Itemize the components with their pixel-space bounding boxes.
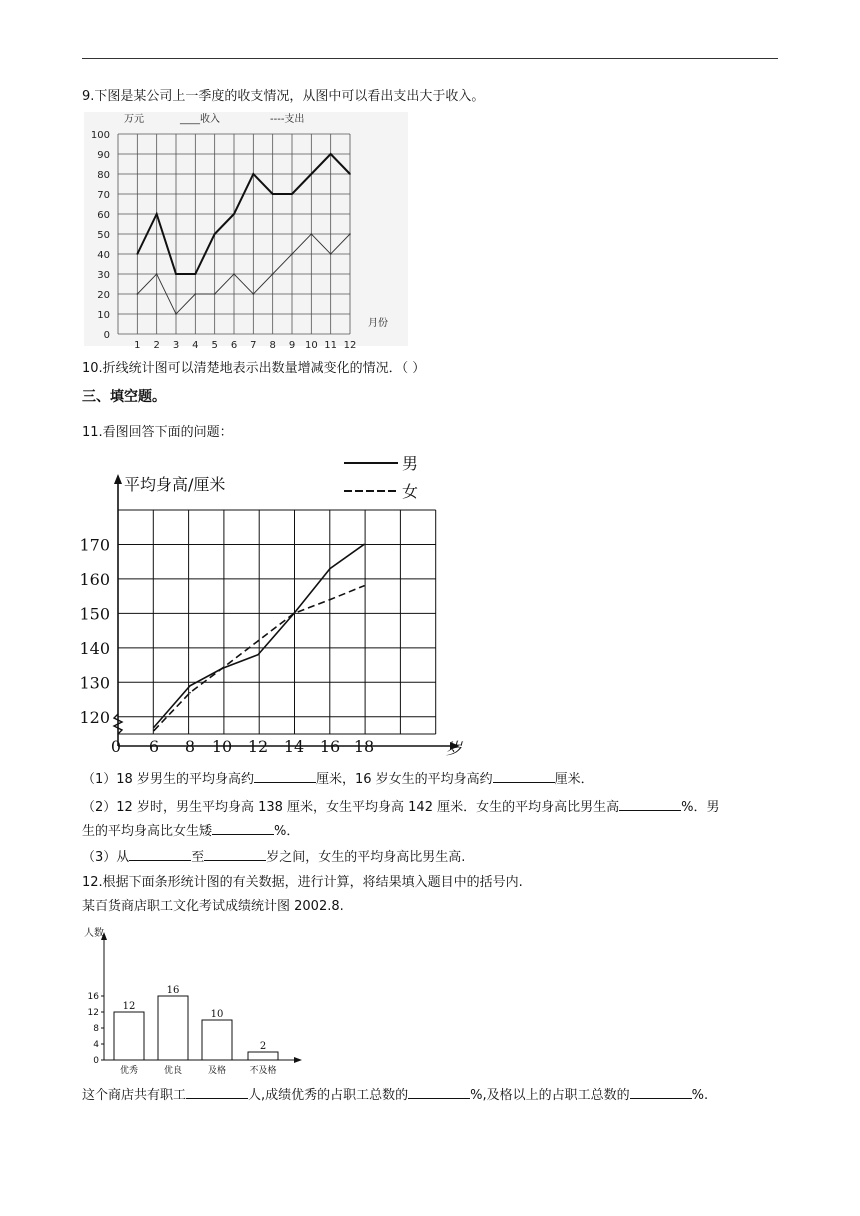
y-tick-label: 130 bbox=[79, 673, 110, 693]
q11-sub2-d: %． bbox=[274, 824, 300, 839]
x-category-label: 及格 bbox=[207, 1066, 227, 1076]
y-tick-label: 50 bbox=[97, 230, 110, 241]
data-point bbox=[253, 293, 255, 295]
y-axis-arrow bbox=[114, 474, 122, 484]
x-category-label: 优秀 bbox=[119, 1066, 139, 1076]
q11-sub2-cont bbox=[82, 822, 299, 841]
data-point bbox=[195, 293, 197, 295]
y-tick-label: 0 bbox=[103, 330, 110, 341]
data-point bbox=[311, 173, 313, 175]
answer-blank[interactable] bbox=[493, 770, 555, 783]
x-axis-arrow bbox=[294, 1057, 302, 1063]
data-point bbox=[329, 599, 331, 601]
data-point bbox=[329, 568, 331, 570]
y-tick-label: 20 bbox=[97, 290, 110, 301]
data-point bbox=[257, 640, 259, 642]
x-tick-label: 1 bbox=[134, 340, 141, 351]
answer-blank[interactable] bbox=[619, 798, 681, 811]
x-tick-label: 5 bbox=[211, 340, 218, 351]
x-tick-label: 8 bbox=[184, 737, 196, 756]
chart-background bbox=[84, 112, 408, 346]
data-point bbox=[156, 213, 158, 215]
data-point bbox=[214, 233, 216, 235]
data-point bbox=[363, 585, 365, 587]
q11-text: 11.看图回答下面的问题： bbox=[82, 425, 233, 440]
x-origin-label: 0 bbox=[110, 737, 122, 756]
answer-blank[interactable] bbox=[408, 1086, 470, 1099]
x-tick-label: 6 bbox=[148, 737, 160, 756]
q12-answer-d: %. bbox=[691, 1088, 709, 1103]
data-point bbox=[253, 173, 255, 175]
data-point bbox=[349, 173, 351, 175]
data-point bbox=[349, 233, 351, 235]
score-bar-chart bbox=[82, 922, 312, 1080]
data-point bbox=[272, 193, 274, 195]
data-point bbox=[214, 293, 216, 295]
bar-value-label: 16 bbox=[166, 985, 180, 996]
x-tick-label: 6 bbox=[230, 340, 238, 351]
bar-value-label: 2 bbox=[259, 1041, 267, 1052]
y-tick-label: 60 bbox=[97, 210, 110, 221]
q11-sub1-c: 厘米． bbox=[554, 772, 594, 787]
x-tick-label: 10 bbox=[211, 737, 233, 756]
y-tick-label: 120 bbox=[79, 707, 110, 727]
x-tick-label: 12 bbox=[247, 737, 269, 756]
data-point bbox=[330, 153, 332, 155]
data-point bbox=[272, 273, 274, 275]
bar-value-label: 12 bbox=[122, 1001, 136, 1012]
q11-sub3-a: （3）从 bbox=[82, 850, 130, 865]
y-tick-label: 170 bbox=[79, 535, 110, 555]
data-point bbox=[291, 253, 293, 255]
legend-income: ____收入 bbox=[180, 114, 220, 125]
x-tick-label: 3 bbox=[172, 340, 180, 351]
y-tick-label: 10 bbox=[97, 310, 110, 321]
y-tick-label: 150 bbox=[79, 604, 110, 624]
data-point bbox=[137, 293, 139, 295]
answer-blank[interactable] bbox=[129, 848, 191, 861]
x-tick-label: 7 bbox=[250, 340, 257, 351]
q12-text: 12.根据下面条形统计图的有关数据，进行计算，将结果填入题目中的括号内. bbox=[82, 875, 523, 890]
x-tick-label: 4 bbox=[192, 340, 199, 351]
q11-sub2 bbox=[82, 798, 719, 817]
q11-sub3 bbox=[82, 848, 465, 867]
y-tick-label: 40 bbox=[97, 250, 110, 261]
bar bbox=[158, 996, 188, 1060]
data-point bbox=[137, 253, 139, 255]
data-point bbox=[291, 193, 293, 195]
x-category-label: 不及格 bbox=[249, 1066, 277, 1076]
income-expense-chart bbox=[84, 112, 414, 352]
q11-sub1 bbox=[82, 770, 594, 789]
y-tick-label: 0 bbox=[93, 1056, 99, 1066]
bar-value-label: 10 bbox=[210, 1009, 224, 1020]
q12-chart-title: 某百货商店职工文化考试成绩统计图 2002.8. bbox=[82, 899, 344, 914]
data-point bbox=[189, 685, 191, 687]
x-tick-label: 8 bbox=[269, 340, 276, 351]
y-tick-label: 4 bbox=[93, 1040, 99, 1050]
x-tick-label: 10 bbox=[304, 340, 318, 351]
data-point bbox=[175, 273, 177, 275]
q9-text: 9.下图是某公司上一季度的收支情况，从图中可以看出支出大于收入。 bbox=[82, 89, 485, 104]
y-tick-label: 12 bbox=[87, 1008, 99, 1018]
q11-sub3-c: 岁之间，女生的平均身高比男生高. bbox=[266, 850, 466, 865]
q11-sub1-b: 厘米，16 岁女生的平均身高约 bbox=[315, 772, 493, 787]
data-point bbox=[233, 213, 235, 215]
answer-blank[interactable] bbox=[212, 822, 274, 835]
data-point bbox=[156, 273, 158, 275]
data-point bbox=[330, 253, 332, 255]
answer-blank[interactable] bbox=[254, 770, 316, 783]
data-point bbox=[153, 730, 155, 732]
x-tick-label: 14 bbox=[283, 737, 305, 756]
y-tick-label: 16 bbox=[87, 992, 99, 1002]
data-point bbox=[293, 613, 295, 615]
y-axis-label: 万元 bbox=[124, 114, 144, 125]
y-tick-label: 30 bbox=[97, 270, 110, 281]
x-tick-label: 11 bbox=[324, 340, 338, 351]
q12-answer-c: %,及格以上的占职工总数的 bbox=[470, 1088, 630, 1103]
answer-blank[interactable] bbox=[630, 1086, 692, 1099]
answer-blank[interactable] bbox=[204, 848, 266, 861]
x-tick-label: 9 bbox=[288, 340, 296, 351]
bar bbox=[114, 1012, 144, 1060]
q11-sub2-c: 生的平均身高比女生矮 bbox=[82, 824, 213, 839]
q11-sub3-b: 至 bbox=[191, 850, 205, 865]
y-tick-label: 140 bbox=[79, 638, 110, 658]
x-tick-label: 2 bbox=[153, 340, 160, 351]
x-category-label: 优良 bbox=[163, 1066, 183, 1076]
bar bbox=[248, 1052, 278, 1060]
y-tick-label: 90 bbox=[97, 150, 110, 161]
x-axis-label: 岁 bbox=[446, 739, 463, 758]
x-tick-label: 16 bbox=[319, 737, 341, 756]
data-point bbox=[257, 654, 259, 656]
height-chart bbox=[79, 450, 472, 760]
bar bbox=[202, 1020, 232, 1060]
data-point bbox=[153, 726, 155, 728]
answer-blank[interactable] bbox=[186, 1086, 248, 1099]
x-axis-label: 月份 bbox=[368, 318, 388, 329]
y-axis-label: 平均身高/厘米 bbox=[124, 475, 226, 494]
data-point bbox=[175, 313, 177, 315]
x-tick-label: 18 bbox=[353, 737, 375, 756]
y-tick-label: 100 bbox=[90, 130, 110, 141]
section-title: 三、填空题。 bbox=[82, 389, 166, 405]
y-axis-label: 人数 bbox=[84, 928, 104, 939]
y-tick-label: 8 bbox=[93, 1024, 99, 1034]
data-point bbox=[363, 544, 365, 546]
q12-answer bbox=[82, 1086, 708, 1105]
legend-label-female: 女 bbox=[402, 482, 419, 501]
y-tick-label: 70 bbox=[97, 190, 110, 201]
q12-answer-a: 这个商店共有职工 bbox=[82, 1088, 187, 1103]
q11-sub2-a: （2）12 岁时，男生平均身高 138 厘米，女生平均身高 142 厘米．女生的平均身高比男生高 bbox=[82, 800, 620, 815]
legend-expense: ----支出 bbox=[270, 114, 305, 125]
legend-label-male: 男 bbox=[402, 454, 419, 473]
y-tick-label: 160 bbox=[79, 569, 110, 589]
data-point bbox=[189, 692, 191, 694]
q11-sub1-a: （1）18 岁男生的平均身高约 bbox=[82, 772, 254, 787]
data-point bbox=[221, 668, 223, 670]
x-tick-label: 12 bbox=[343, 340, 357, 351]
q10-text: 10.折线统计图可以清楚地表示出数量增减变化的情况．（ ） bbox=[82, 361, 426, 376]
q12-answer-b: 人,成绩优秀的占职工总数的 bbox=[248, 1088, 409, 1103]
data-point bbox=[311, 233, 313, 235]
header-rule bbox=[82, 58, 778, 59]
data-point bbox=[233, 273, 235, 275]
data-point bbox=[195, 273, 197, 275]
y-tick-label: 80 bbox=[97, 170, 110, 181]
q11-sub2-b: %．男 bbox=[681, 800, 720, 815]
